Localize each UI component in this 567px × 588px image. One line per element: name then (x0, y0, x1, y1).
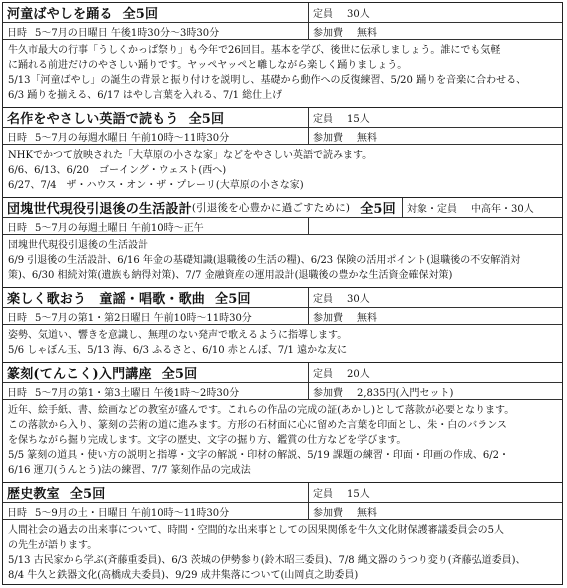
course-info (3, 218, 562, 235)
fee-label: 参加費 (313, 27, 343, 39)
schedule-cell (3, 23, 309, 39)
quota-label: 対象・定員 (407, 204, 457, 215)
quota-label: 定員 (313, 369, 333, 380)
description-line: 5/5 篆刻の道具・使い方の説明と指導・文字の解説・印材の解説、5/19 課題の練習・印面・印画の作成、6/2・ (8, 450, 510, 461)
description-line: 団塊世代現役引退後の生活設計 (8, 240, 148, 251)
course-title: 河童ばやしを踊る (7, 7, 113, 22)
course-title-cell (3, 198, 403, 217)
course-header (3, 198, 562, 218)
schedule-value: 5～7月の第1・第3土曜日 午後1時～2時30分 (35, 387, 240, 399)
schedule-label: 日時 (7, 132, 27, 144)
session-count: 全5回 (69, 487, 106, 502)
description-line: この落款から入り、篆刻の芸術の道に進みます。方形の石材面に心に留めた言葉を印面とし、朱・白のバランス (8, 420, 507, 431)
quota-cell (309, 363, 562, 382)
course-title-cell (3, 363, 309, 382)
course-description (3, 400, 562, 482)
schedule-cell (3, 128, 309, 144)
schedule-label: 日時 (7, 222, 27, 234)
session-count: 全5回 (122, 7, 159, 22)
description-line: 5/13 古民家から学ぶ(斉藤重委員)、6/3 茨城の伊勢参り(鈴木昭三委員)、7/8 縄文器のうつり変り(斉藤弘道委員)、 (8, 555, 526, 566)
course-description (3, 145, 562, 197)
course-subtitle: (引退後を心豊かに過ごすために) (191, 202, 351, 214)
schedule-cell (3, 308, 309, 324)
schedule-cell (3, 503, 309, 519)
description-line: 6/16 運刀(うんとう)法の練習、7/7 篆刻作品の完成法 (8, 465, 251, 476)
course-title: 団塊世代現役引退後の生活設計 (7, 202, 192, 217)
course-english-reading (3, 108, 562, 198)
course-title: 篆刻(てんこく)入門講座 (7, 367, 152, 382)
course-title-cell (3, 3, 309, 22)
course-header (3, 3, 562, 23)
fee-cell (309, 503, 562, 519)
description-line: 5/13「河童ばやし」の誕生の背景と振り付けを説明し、基礎から動作への反復練習、5/20 踊りを音楽に合わせる、 (8, 75, 527, 86)
description-line: 人間社会の過去の出来事について、時間・空間的な出来事としての因果関係を牛久文化財保護審議委員会の5人 (8, 525, 504, 536)
quota-cell (309, 3, 562, 22)
quota-cell (309, 108, 562, 127)
course-header (3, 363, 562, 383)
description-line: 姿勢、気道い、響きを意識し、無理のない発声で歌えるように指導します。 (8, 330, 348, 341)
fee-cell (309, 128, 562, 144)
fee-cell (309, 308, 562, 324)
course-retirement-planning (3, 198, 562, 288)
course-seal-carving (3, 363, 562, 483)
description-line: の先生が語ります。 (8, 540, 98, 551)
course-info (3, 503, 562, 520)
schedule-label: 日時 (7, 387, 27, 399)
schedule-value: 5～7月の日曜日 午後1時30分～3時30分 (35, 27, 220, 39)
schedule-label: 日時 (7, 27, 27, 39)
course-title: 楽しく歌おう 童謡・唱歌・歌曲 (7, 292, 206, 307)
quota-label: 定員 (313, 489, 333, 500)
fee-label: 参加費 (313, 132, 343, 144)
quota-label: 定員 (313, 9, 333, 20)
description-line: 近年、絵手紙、書、絵画などの教室が盛んです。これらの作品の完成の証(あかし)として落款が必要となります。 (8, 405, 515, 416)
course-description (3, 40, 562, 107)
schedule-value: 5～7月の毎週土曜日 午前10時～正午 (35, 222, 204, 234)
fee-cell (309, 23, 562, 39)
course-kappa-dance (3, 3, 562, 108)
course-header (3, 483, 562, 503)
quota-cell (309, 288, 562, 307)
course-title-cell (3, 108, 309, 127)
description-line: 策)、6/30 相続対策(遺族も納得対策)、7/7 金融資産の運用設計(退職後の豊かな生活資金確保対策) (8, 270, 453, 281)
course-title: 歴史教室 (7, 487, 60, 502)
course-header (3, 108, 562, 128)
quota-value: 20人 (347, 369, 370, 380)
fee-value: 無料 (357, 312, 377, 324)
course-title: 名作をやさしい英語で読もう (7, 112, 179, 127)
course-title-cell (3, 483, 309, 502)
course-info (3, 383, 562, 400)
course-description (3, 235, 562, 287)
session-count: 全5回 (161, 367, 198, 382)
quota-value: 15人 (347, 114, 370, 125)
fee-value: 2,835円(入門セット) (357, 387, 454, 399)
course-singing (3, 288, 562, 363)
fee-label: 参加費 (313, 387, 343, 399)
quota-label: 定員 (313, 114, 333, 125)
description-line: NHKでかつて放映された「大草原の小さな家」などをやさしい英語で読みます。 (8, 150, 373, 161)
fee-cell (309, 218, 562, 234)
fee-cell (309, 383, 562, 399)
schedule-cell (3, 383, 309, 399)
description-line: 5/6 しゃぼん玉、5/13 海、6/3 ふるさと、6/10 赤とんぼ、7/1 遠かな友に (8, 345, 348, 356)
description-line: 6/3 踊りを揃える、6/17 はやし言葉を入れる、7/1 総仕上げ (8, 90, 283, 101)
session-count: 全5回 (360, 202, 396, 217)
session-count: 全5回 (188, 112, 225, 127)
course-header (3, 288, 562, 308)
course-info (3, 128, 562, 145)
course-description (3, 325, 562, 362)
schedule-value: 5～7月の毎週水曜日 午前10時～11時30分 (35, 132, 230, 144)
quota-cell (309, 483, 562, 502)
fee-value: 無料 (357, 507, 377, 519)
course-description (3, 520, 562, 587)
schedule-cell (3, 218, 309, 234)
description-line: 6/27、7/4 ザ・ハウス・オン・ザ・プレーリ(大草原の小さな家) (8, 180, 304, 191)
fee-value: 無料 (357, 27, 377, 39)
description-line: 6/6、6/13、6/20 ゴーイング・ウェスト(西へ) (8, 165, 227, 176)
quota-value: 30人 (347, 294, 370, 305)
description-line: に踊れる前进だけのやさしい踊りです。ヤッペヤッペと囃しながら楽しく踊りましょう。 (8, 60, 408, 71)
fee-value: 無料 (357, 132, 377, 144)
description-line: 牛久市最大の行事「うしくかっぱ祭り」も今年で26回目。基本を学び、後世に伝承しましょう。誰にでも気軽 (8, 45, 501, 56)
description-line: 8/4 牛久と鉄器文化(高橋成夫委員)、9/29 成井集落について(山岡貞之助委員) (8, 570, 359, 581)
course-title-cell (3, 288, 309, 307)
description-line: を保ちながら掘り完成します。文字の歴史、文字の掘り方、鑑賞の仕方などを学びます。 (8, 435, 407, 446)
description-line: 6/9 引退後の生活設計、6/16 年金の基礎知識(退職後の生活の糧)、6/23 保険の活用ポイント(退職後の不安解消対 (8, 255, 521, 266)
schedule-value: 5～7月の第1・第2日曜日 午前10時～11時30分 (35, 312, 252, 324)
session-count: 全5回 (215, 292, 251, 307)
course-info (3, 23, 562, 40)
fee-label: 参加費 (313, 312, 343, 324)
quota-label: 定員 (313, 294, 333, 305)
quota-value: 30人 (347, 9, 370, 20)
course-list (2, 2, 563, 585)
fee-label: 参加費 (313, 507, 343, 519)
schedule-value: 5～9月の土・日曜日 午前10時～11時30分 (35, 507, 230, 519)
course-history (3, 483, 562, 587)
quota-cell (403, 198, 562, 217)
quota-value: 中高年・30人 (471, 204, 534, 215)
schedule-label: 日時 (7, 507, 27, 519)
quota-value: 15人 (347, 489, 370, 500)
schedule-label: 日時 (7, 312, 27, 324)
course-info (3, 308, 562, 325)
